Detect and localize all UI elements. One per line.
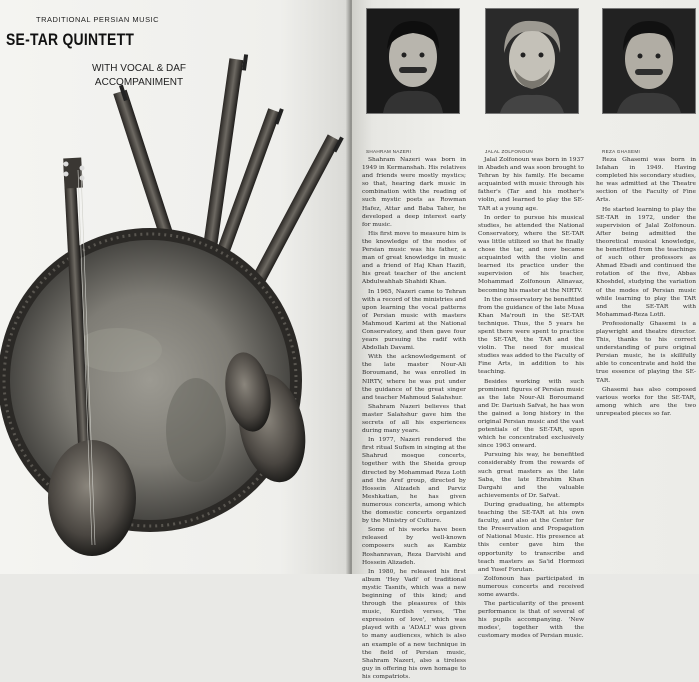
- bio-paragraph: In 1965, Nazeri came to Tehran with a record of the ministries and upon learning the vocal patterns of Persian music with masters Mahmoud Karimi at the National Conservatory, and then gave four years pursuing the radif with Abdollah Davami.: [362, 288, 466, 352]
- bio-paragraph: Besides working with such prominent figures of Persian music as the late Nour-Ali Boroumand and Dr. Dariush Safvat, he has won the gained a long history in the original Persian music and the vast potentials of the SE-TAR, upon which he concentrated exclusively since 1963 onward.: [478, 378, 584, 450]
- bio-paragraph: In the conservatory he benefitted from the guidance of the late Musa Khan Ma'roufi in the SE-TAR technique. Thus, the 5 years he spent there were spent to practice the SE-TAR, the TAR and the violin. The need for musical studies was added to the Faculty of Fine Arts, in addition to his teaching.: [478, 296, 584, 376]
- peg: [80, 166, 85, 171]
- bio-column-ghasemi: [596, 156, 696, 419]
- bio-paragraph: Ghasemi has also composed various works for the SE-TAR, among which are the two unrepeated pieces so far.: [596, 386, 696, 417]
- bio-paragraph: With the acknowledgement of the late master Nour-Ali Boroumand, he was enrolled in NIRTV, where he was put under the guidance of the great singer and teacher Mahmoud Salahshur.: [362, 354, 466, 401]
- cover-subtitle: [74, 62, 204, 90]
- bio-paragraph: His first move to measure him is the knowledge of the modes of Persian music was his father, a man of great knowledge in music and a friend of Haj Khan Hazifi, his great teacher of the ancient Abdulwahhab Shahidi Khan.: [362, 230, 466, 286]
- biographies-page: [352, 0, 699, 680]
- bio-paragraph: In order to pursue his musical studies, he attended the National Conservatory, where the SE-TAR was little utilized so that he finally chose the tar, and now became acquainted with the violin and learned its practice under the supervision of his teacher, Mohammad Zolfonoun Alinavaz, becoming his master at the NIRTV.: [478, 214, 584, 294]
- bio-column-nazeri: [362, 156, 466, 682]
- bio-paragraph: Reza Ghasemi was born in Isfahan in 1949. Having completed his secondary studies, he was admitted at the Theatre section of the Faculty of Fine Arts.: [596, 157, 696, 204]
- caption-nazeri: SHAHRAM NAZERI: [366, 149, 412, 154]
- bio-paragraph: Professionally Ghasemi is a playwright and theatre director. This, thanks to his correct understanding of pure original Persian music, he is skillfully able to concentrate and hold the true essence of playing the SE-TAR.: [596, 320, 696, 384]
- subtitle-line-2: ACCOMPANIMENT: [94, 77, 184, 88]
- bio-column-zolfonoun: [478, 156, 584, 642]
- bio-paragraph: Pursuing his way, he benefitted considerably from the rewards of such great masters as the late Saba, the late Ebrahim Khan Dargahi and the valuable achievements of Dr. Safvat.: [478, 452, 584, 499]
- portrait-nazeri: [366, 8, 460, 114]
- bio-paragraph: Zolfonoun has participated in numerous concerts and received some awards.: [478, 575, 584, 598]
- bio-paragraph: Shahram Nazeri believes that master Salahshur gave him the secrets of all his experiences during many years.: [362, 403, 466, 435]
- caption-ghasemi: REZA GHASEMI: [602, 149, 641, 154]
- bio-paragraph: During graduating, he attempts teaching the SE-TAR at his own faculty, and also at the Center for the Preservation and Propagation of National Music. His presence at this center gave him the opportunity to transcribe and teach masters as Sa'id Hormozi and Yusef Forutan.: [478, 501, 584, 573]
- portrait-zolfonoun: [485, 8, 579, 114]
- subtitle-line-1: WITH VOCAL & DAF: [91, 63, 187, 74]
- biography-columns: [352, 0, 699, 680]
- cover-kicker: TRADITIONAL PERSIAN MUSIC: [36, 15, 160, 24]
- bio-paragraph: In 1977, Nazeri rendered the first ritual Sufism in singing at the Shahrud mosque concerts, together with the Sheida group directed by Mohammad Reza Lotfi and the Aref group, directed by Hossein Alizadeh and Parviz Meshkatian, he has given numerous concerts, among which the domestic concerts organized by the Ministry of Culture.: [362, 437, 466, 525]
- daf-shadow: [166, 378, 226, 482]
- peg: [64, 172, 69, 177]
- peg: [64, 162, 69, 167]
- cover-title: SE-TAR QUINTETT: [6, 30, 135, 49]
- caption-zolfonoun: JALAL ZOLFONOUN: [485, 149, 533, 154]
- bio-paragraph: Jalal Zolfonoun was born in 1937 in Abadeh and was soon brought to Tehran by his family. He became acquainted with music through his father's (Tar and his mother's violin, and learned to play the SE-TAR at a young age.: [478, 157, 584, 212]
- bio-paragraph: In 1980, he released his first album 'Hey Vadi' of traditional mystic Tasnifs, which was a new beginning of this kind; and through the pleasures of this music, Kurdish verses, 'The expression of love', which was played with a 'ADALI' was given to many audiences, which is also an example of a new technique in the field of Persian music, Shahram Nazeri, also a tireless guy in offering his own homage to his compatriots.: [362, 568, 466, 680]
- bio-paragraph: The particularity of the present performance is that of several of his pupils accompanying. 'New modes', together with the customary modes of Persian music.: [478, 601, 584, 640]
- peg: [80, 176, 85, 181]
- cover-page: [0, 0, 350, 574]
- bio-paragraph: Some of his works have been released by well-known composers such as Kambiz Roshanravan, Reza Darvishi and Hossein Alizadeh.: [362, 527, 466, 566]
- bio-paragraph: He started learning to play the SE-TAR in 1972, under the supervision of Jalal Zolfonoun. After being admitted the theoretical musical knowledge, he benefitted from the teachings of such other professors as Ahmad Ebadi and continued the rotation of the five, Abbas Khoshdel, studying the variation of the modes of Persian music while learning to play the TAR and the SE-TAR with Mohammad-Reza Lotfi.: [596, 206, 696, 318]
- bio-paragraph: Shahram Nazeri was born in 1949 in Kermanshah. His relatives and friends were mostly mystics; so that, hearing dark music in combination with the reading of such mystic poets as Rowman Hafez, Attar and Baba Taher, he developed a deep interest early for music.: [362, 157, 466, 228]
- portrait-ghasemi: [602, 8, 696, 114]
